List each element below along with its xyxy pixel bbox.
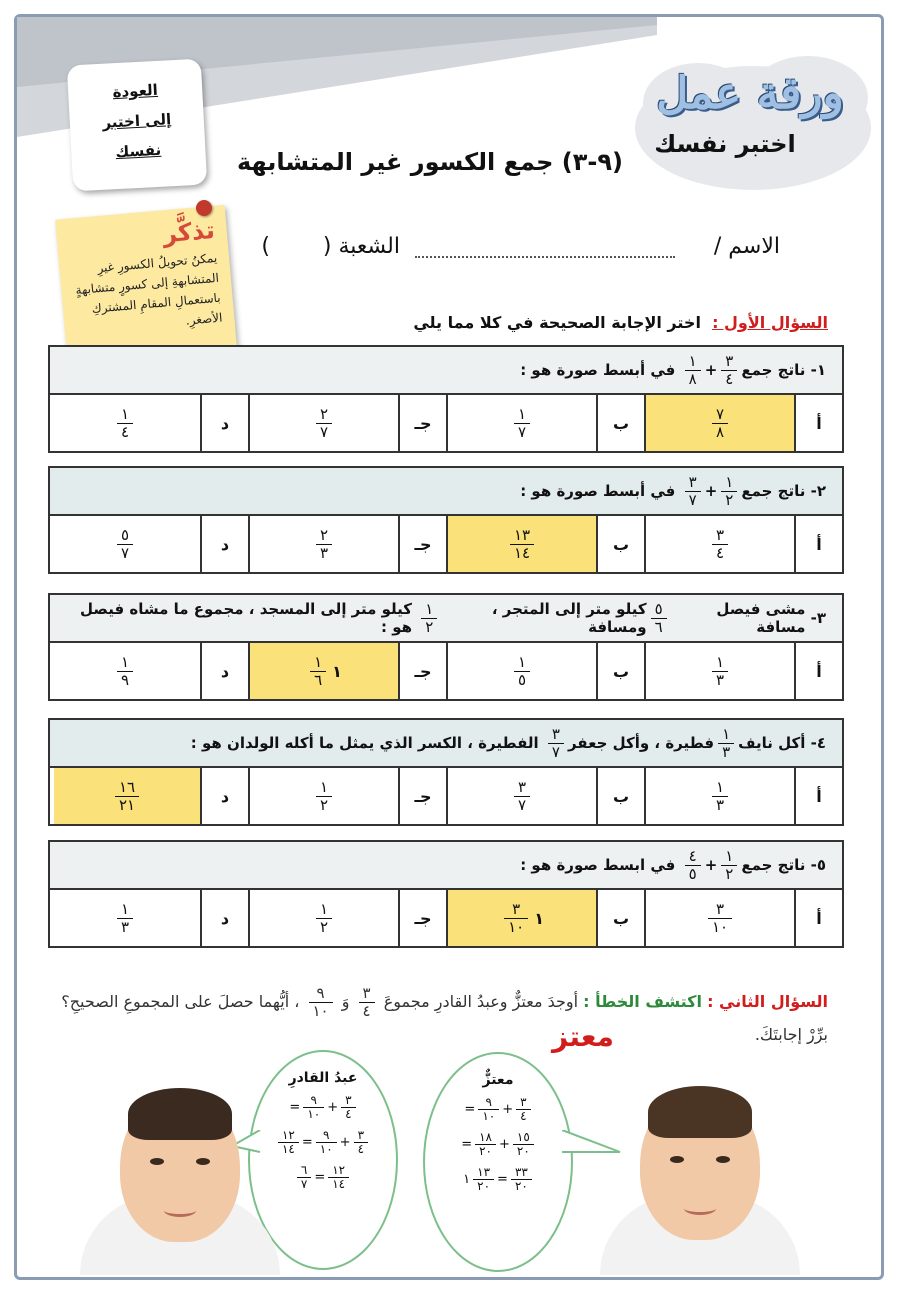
question-3-options [50,643,842,699]
section-close: ) [261,234,270,259]
option-3-1[interactable]: $\frac{١}{٣}$ [644,643,794,699]
option-5-2[interactable]: ١ $\frac{٣}{١٠}$ [446,890,596,946]
option-2-1[interactable]: $\frac{٣}{٤}$ [644,516,794,572]
option-letter: د [200,643,248,699]
option-letter: ب [596,643,644,699]
option-letter: د [200,516,248,572]
mutaz-name: معتزٌّ [482,1072,514,1088]
option-2-3[interactable]: $\frac{٢}{٣}$ [248,516,398,572]
question-4 [48,718,844,826]
back-link-line-1: العودة [112,80,159,102]
name-label: الاسم / [713,234,780,259]
option-letter: أ [794,768,842,824]
question-2-label: السؤال الثاني : [707,992,828,1011]
test-yourself-label: اختبر نفسك [654,130,796,158]
question-2-text: ٢- ناتج جمع $\frac{١}{٢}$ + $\frac{٣}{٧}$ في أبسط صورة هو : [50,468,842,516]
option-letter: أ [794,643,842,699]
option-letter: ب [596,516,644,572]
option-letter: جـ [398,768,446,824]
question-1-text: ١- ناتج جمع $\frac{٣}{٤}$ + $\frac{١}{٨}$ في أبسط صورة هو : [50,347,842,395]
option-4-3[interactable]: $\frac{١}{٢}$ [248,768,398,824]
option-1-2[interactable]: $\frac{١}{٧}$ [446,395,596,451]
back-link-line-2: إلى اختبر [102,110,172,132]
question-5-options [50,890,842,946]
option-1-3[interactable]: $\frac{٢}{٧}$ [248,395,398,451]
question-2 [61,985,828,1050]
question-4-options [50,768,842,824]
mutaz-illustration [640,1090,760,1240]
lesson-title: (٩-٣) جمع الكسور غير المتشابهة [237,148,623,176]
question-2-answer: معتز [552,1020,614,1053]
option-letter: جـ [398,395,446,451]
option-1-1[interactable]: $\frac{٧}{٨}$ [644,395,794,451]
back-to-test-link[interactable] [67,59,207,192]
option-1-4[interactable]: $\frac{١}{٤}$ [50,395,200,451]
q2-fraction-1: $\frac{٣}{٤}$ [359,985,375,1020]
abdulqader-name: عبدُ القادرِ [288,1070,358,1086]
option-5-1[interactable]: $\frac{٣}{١٠}$ [644,890,794,946]
question-3 [48,593,844,701]
question-4-text: ٤- أكل نايف $\frac{١}{٣}$ فطيرة ، وأكل جعفر $\frac{٣}{٧}$ الفطيرة ، الكسر الذي يمثل ما أكله الولدان هو : [50,720,842,768]
option-letter: د [200,890,248,946]
pushpin-icon [196,200,212,216]
justify-prompt: برِّرْ إجابتَكَ. [754,1025,828,1044]
option-letter: د [200,395,248,451]
option-letter: أ [794,395,842,451]
name-field[interactable] [415,256,675,258]
option-3-2[interactable]: $\frac{١}{٥}$ [446,643,596,699]
question-1 [48,345,844,453]
option-letter: ب [596,395,644,451]
option-4-4[interactable]: $\frac{١٦}{٢١}$ [54,768,200,824]
mutaz-bubble-tail [562,1130,622,1160]
question-1-instruction: اختر الإجابة الصحيحة في كلا مما يلي [413,313,701,332]
option-letter: ب [596,768,644,824]
question-1-options [50,395,842,451]
reminder-text: يمكنُ تحويلُ الكسورِ غيرِ المتشابهةِ إلى كسورٍ متشابهةٍ باستعمالِ المقامِ المشتركِ الأصغرِ. [74,250,223,328]
option-3-3[interactable]: ١ $\frac{١}{٦}$ [248,643,398,699]
question-2 [48,466,844,574]
option-letter: ب [596,890,644,946]
option-4-1[interactable]: $\frac{١}{٣}$ [644,768,794,824]
mutaz-speech-bubble [423,1052,573,1272]
abdulqader-step-3: $\frac{٦}{٧}$ = $\frac{١٢}{١٤}$ [250,1164,396,1191]
question-3-text: ٣- مشى فيصل مسافة $\frac{٥}{٦}$ كيلو متر إلى المتجر ، ومسافة $\frac{١}{٢}$ كيلو متر إلى المسجد ، مجموع ما مشاه فيصل هو : [50,595,842,643]
question-1-header [413,313,828,332]
back-link-line-3: نفسك [115,140,162,162]
option-5-3[interactable]: $\frac{١}{٢}$ [248,890,398,946]
option-3-4[interactable]: $\frac{١}{٩}$ [50,643,200,699]
question-2-text-2: ، أيُّهما حصلَ على المجموعِ الصحيحِ؟ [61,992,300,1011]
abdulqader-illustration [120,1092,240,1242]
question-2-options [50,516,842,572]
mutaz-step-1: = $\frac{٩}{١٠}$ + $\frac{٣}{٤}$ [425,1096,571,1123]
option-2-2[interactable]: $\frac{١٣}{١٤}$ [446,516,596,572]
section-label: الشعبة ( [322,234,400,259]
option-letter: أ [794,516,842,572]
option-letter: أ [794,890,842,946]
abdulqader-step-2: $\frac{١٢}{١٤}$ = $\frac{٩}{١٠}$ + $\frac{٣}{٤}$ [250,1129,396,1156]
question-2-text: أوجدَ معتزٌّ وعبدُ القادرِ مجموعَ [383,992,579,1011]
option-letter: جـ [398,890,446,946]
abdulqader-step-1: = $\frac{٩}{١٠}$ + $\frac{٣}{٤}$ [250,1094,396,1121]
find-error-label: اكتشف الخطأ : [583,992,702,1011]
question-5 [48,840,844,948]
option-letter: جـ [398,516,446,572]
q2-and: وَ [341,992,350,1011]
option-5-4[interactable]: $\frac{١}{٣}$ [50,890,200,946]
worksheet-title: ورقة عمل [656,68,844,119]
option-letter: جـ [398,643,446,699]
option-letter: د [200,768,248,824]
mutaz-step-2: = $\frac{١٨}{٢٠}$ + $\frac{١٥}{٢٠}$ [425,1131,571,1158]
question-1-label: السؤال الأول : [712,313,828,332]
reminder-title: تذكَّر [161,215,216,249]
mutaz-step-3: ١ $\frac{١٣}{٢٠}$ = $\frac{٣٣}{٢٠}$ [425,1166,571,1193]
option-2-4[interactable]: $\frac{٥}{٧}$ [50,516,200,572]
question-5-text: ٥- ناتج جمع $\frac{١}{٢}$ + $\frac{٤}{٥}$ في ابسط صورة هو : [50,842,842,890]
q2-fraction-2: $\frac{٩}{١٠}$ [309,985,333,1020]
option-4-2[interactable]: $\frac{٣}{٧}$ [446,768,596,824]
